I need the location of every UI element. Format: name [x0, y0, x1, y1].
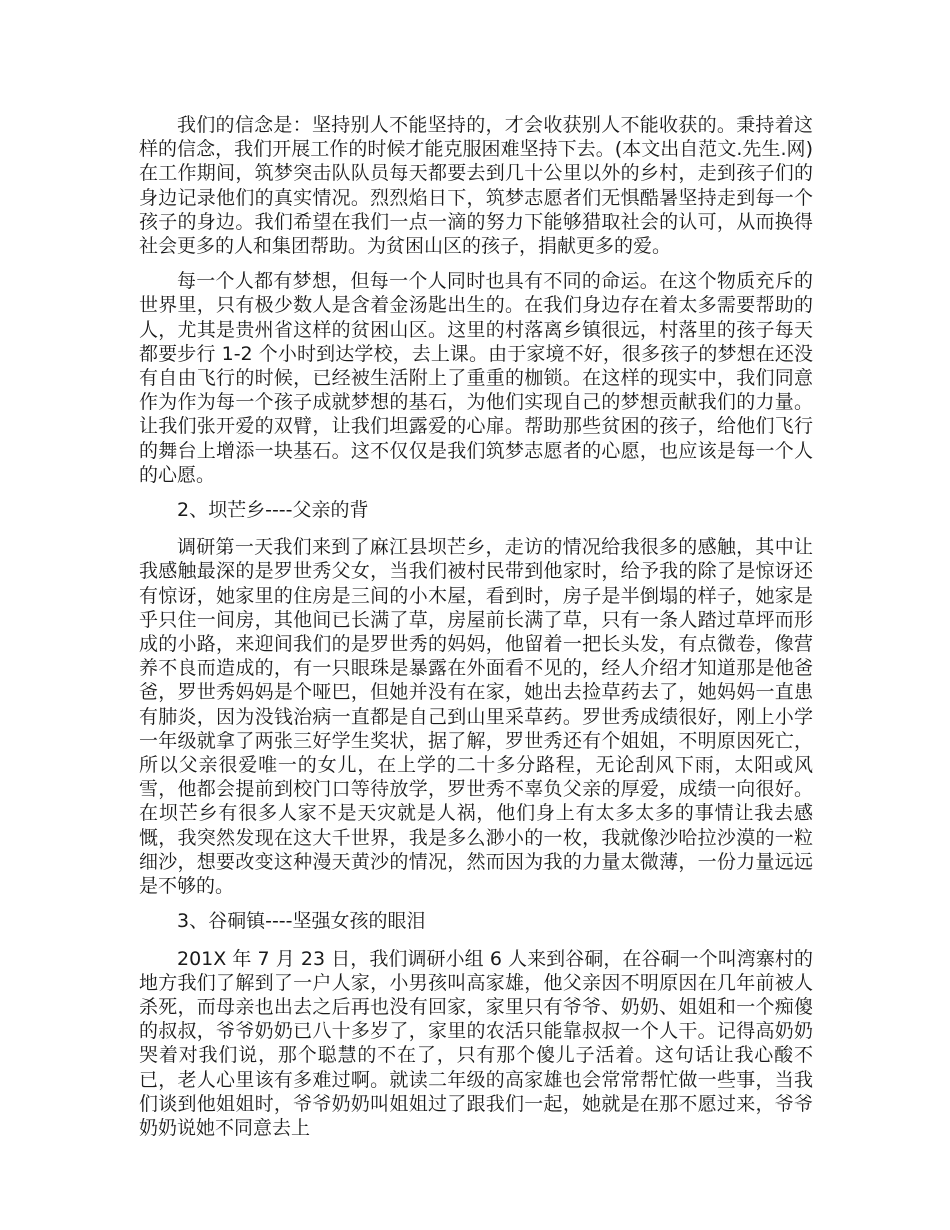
- paragraph-bamang: 调研第一天我们来到了麻江县坝芒乡，走访的情况给我很多的感触，其中让我感触最深的是罗世秀父女，当我们被村民带到他家时，给予我的除了是惊讶还有惊讶，她家里的住房是三间的小木屋，看到时，房子是半倒塌的样子，她家是乎只住一间房，其他间已长满了草，房屋前长满了草，只有一条人踏过草坪而形成的小路，来迎间我们的是罗世秀的妈妈，他留着一把长头发，有点微卷，像营养不良而造成的，有一只眼珠是暴露在外面看不见的，经人介绍才知道那是他爸爸，罗世秀妈妈是个哑巴，但她并没有在家，她出去捡草药去了，她妈妈一直患有肺炎，因为没钱治病一直都是自己到山里采草药。罗世秀成绩很好，刚上小学一年级就拿了两张三好学生奖状，据了解，罗世秀还有个姐姐，不明原因死亡，所以父亲很爱唯一的女儿，在上学的二十多分路程，无论刮风下雨，太阳或风雪，他都会提前到校门口等待放学，罗世秀不辜负父亲的厚爱，成绩一向很好。在坝芒乡有很多人家不是天灾就是人祸，他们身上有太多太多的事情让我去感慨，我突然发现在这大千世界，我是多么渺小的一枚，我就像沙哈拉沙漠的一粒细沙，想要改变这种漫天黄沙的情况，然而因为我的力量太微薄，一份力量远远是不够的。: [139, 536, 813, 898]
- paragraph-dreams: 每一个人都有梦想，但每一个人同时也具有不同的命运。在这个物质充斥的世界里，只有极少数人是含着金汤匙出生的。在我们身边存在着太多需要帮助的人，尤其是贵州省这样的贫困山区。这里的村落离乡镇很远，村落里的孩子每天都要步行 1-2 个小时到达学校，去上课。由于家境不好，很多孩子的梦想在还没有自由飞行的时候，已经被生活附上了重重的枷锁。在这样的现实中，我们同意作为作为每一个孩子成就梦想的基石，为他们实现自己的梦想贡献我们的力量。让我们张开爱的双臂，让我们坦露爱的心扉。帮助那些贫困的孩子，给他们飞行的舞台上增添一块基石。这不仅仅是我们筑梦志愿者的心愿，也应该是每一个人的心愿。: [139, 270, 813, 486]
- document-body: [139, 113, 813, 1151]
- paragraph-gudong: 201X 年 7 月 23 日，我们调研小组 6 人来到谷硐，在谷硐一个叫湾寨村的地方我们了解到了一户人家，小男孩叫高家雄，他父亲因不明原因在几年前被人杀死，而母亲也出去之后再也没有回家，家里只有爷爷、奶奶、姐姐和一个痴傻的叔叔，爷爷奶奶已八十多岁了，家里的农活只能靠叔叔一个人干。记得高奶奶哭着对我们说，那个聪慧的不在了，只有那个傻儿子活着。这句话让我心酸不已，老人心里该有多难过啊。就读二年级的高家雄也会常常帮忙做一些事，当我们谈到他姐姐时，爷爷奶奶叫姐姐过了跟我们一起，她就是在那不愿过来，爷爷奶奶说她不同意去上: [139, 947, 813, 1139]
- section-heading-bamang: 2、坝芒乡----父亲的背: [177, 499, 369, 522]
- paragraph-belief: 我们的信念是：坚持别人不能坚持的，才会收获别人不能收获的。秉持着这样的信念，我们开展工作的时候才能克服困难坚持下去。(本文出自范文.先生.网)在工作期间，筑梦突击队队员每天都要去到几十公里以外的乡村，走到孩子们的身边记录他们的真实情况。烈烈焰日下，筑梦志愿者们无惧酷暑坚持走到每一个孩子的身边。我们希望在我们一点一滴的努力下能够猎取社会的认可，从而换得社会更多的人和集团帮助。为贫困山区的孩子，捐献更多的爱。: [139, 114, 813, 258]
- section-heading-gudong: 3、谷硐镇----坚强女孩的眼泪: [177, 910, 426, 933]
